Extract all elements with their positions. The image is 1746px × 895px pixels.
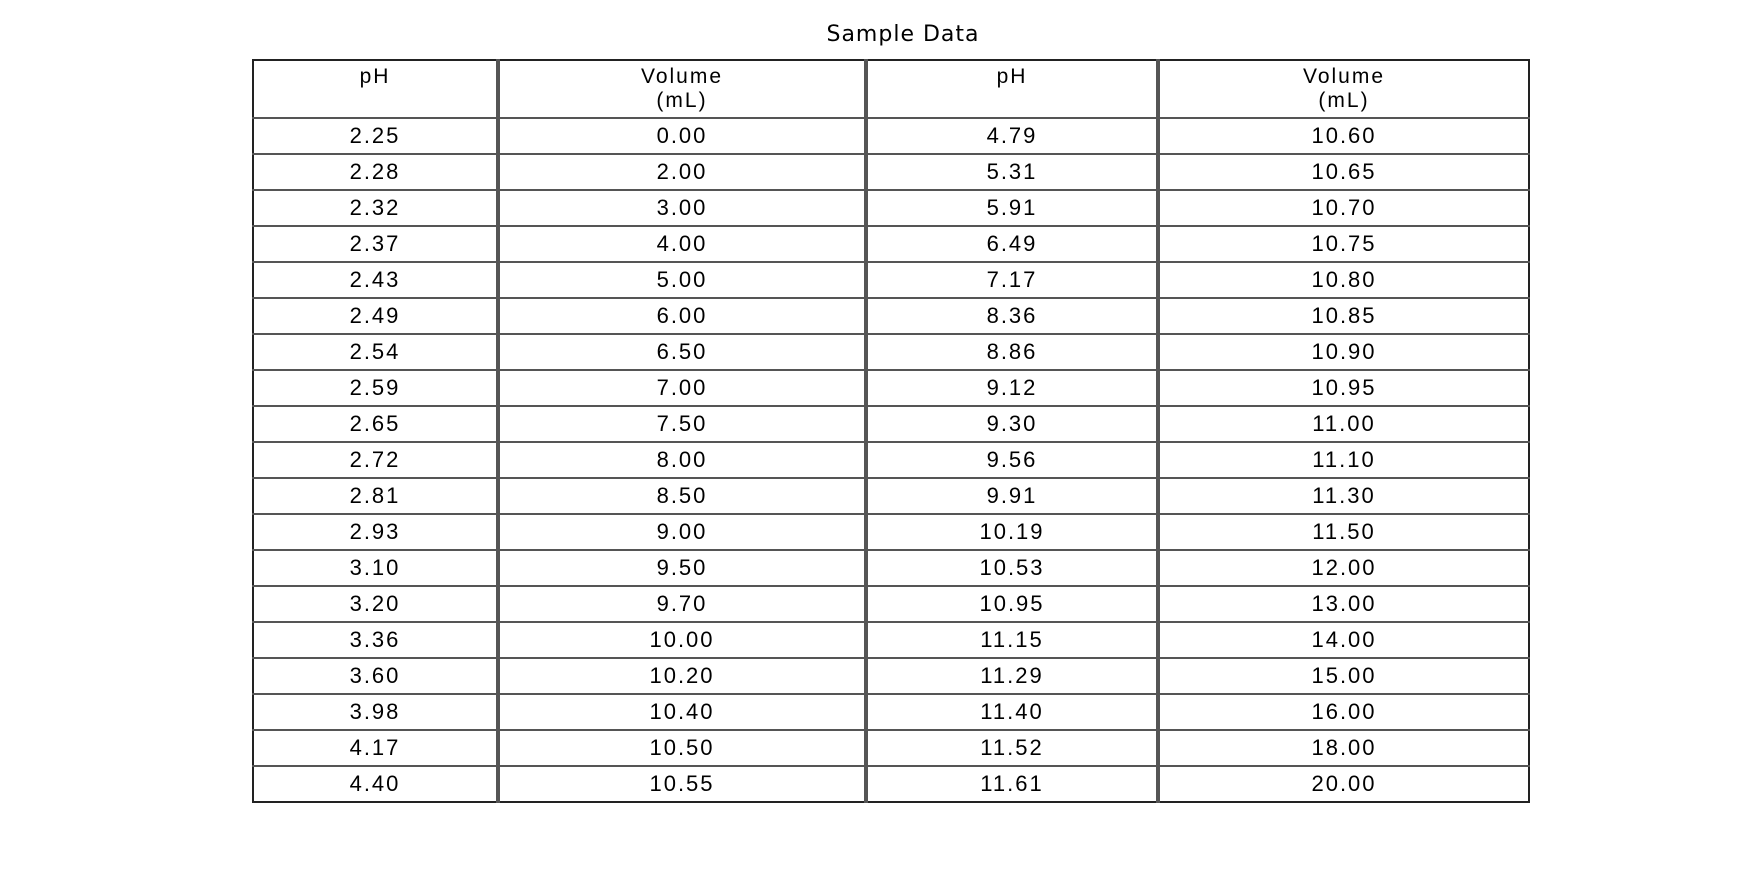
table-cell: 2.00: [498, 154, 866, 190]
table-cell: 9.30: [866, 406, 1158, 442]
table-cell: 10.95: [1158, 370, 1529, 406]
table-cell: 18.00: [1158, 730, 1529, 766]
table-cell: 11.00: [1158, 406, 1529, 442]
table-cell: 9.12: [866, 370, 1158, 406]
table-cell: 2.93: [253, 514, 498, 550]
table-cell: 16.00: [1158, 694, 1529, 730]
table-row: [253, 586, 1529, 622]
table-cell: 10.40: [498, 694, 866, 730]
table-cell: 10.00: [498, 622, 866, 658]
table-cell: 2.43: [253, 262, 498, 298]
table-cell: 5.91: [866, 190, 1158, 226]
table-cell: 10.70: [1158, 190, 1529, 226]
table-cell: 10.55: [498, 766, 866, 802]
table-cell: 2.72: [253, 442, 498, 478]
table-row: [253, 406, 1529, 442]
table-cell: 3.36: [253, 622, 498, 658]
table-cell: 8.50: [498, 478, 866, 514]
table-cell: 4.00: [498, 226, 866, 262]
table-cell: 9.91: [866, 478, 1158, 514]
table-cell: 11.30: [1158, 478, 1529, 514]
table-cell: 10.65: [1158, 154, 1529, 190]
table-cell: 10.50: [498, 730, 866, 766]
table-cell: 10.20: [498, 658, 866, 694]
table-cell: 2.25: [253, 118, 498, 154]
table-body: [253, 118, 1529, 802]
table-cell: 10.95: [866, 586, 1158, 622]
table-cell: 9.70: [498, 586, 866, 622]
table-cell: 2.81: [253, 478, 498, 514]
column-header-volume-2: Volume (mL): [1158, 60, 1529, 118]
header-row: [253, 60, 1529, 118]
table-cell: 13.00: [1158, 586, 1529, 622]
table-cell: 10.60: [1158, 118, 1529, 154]
table-cell: 3.00: [498, 190, 866, 226]
table-cell: 11.29: [866, 658, 1158, 694]
table-cell: 6.00: [498, 298, 866, 334]
sample-data-table: [252, 59, 1530, 803]
table-cell: 10.53: [866, 550, 1158, 586]
table-row: [253, 766, 1529, 802]
table-row: [253, 190, 1529, 226]
table-cell: 11.52: [866, 730, 1158, 766]
table-cell: 15.00: [1158, 658, 1529, 694]
table-cell: 20.00: [1158, 766, 1529, 802]
table-cell: 2.37: [253, 226, 498, 262]
table-cell: 3.98: [253, 694, 498, 730]
table-cell: 2.28: [253, 154, 498, 190]
table-cell: 8.36: [866, 298, 1158, 334]
table-row: [253, 658, 1529, 694]
table-cell: 10.85: [1158, 298, 1529, 334]
table-cell: 3.60: [253, 658, 498, 694]
table-cell: 10.75: [1158, 226, 1529, 262]
table-row: [253, 262, 1529, 298]
table-cell: 11.61: [866, 766, 1158, 802]
table-cell: 8.00: [498, 442, 866, 478]
table-row: [253, 154, 1529, 190]
table-cell: 11.40: [866, 694, 1158, 730]
table-cell: 8.86: [866, 334, 1158, 370]
page-title: Sample Data: [826, 22, 980, 47]
table-cell: 7.50: [498, 406, 866, 442]
column-header-ph-1: pH: [253, 60, 498, 118]
table-cell: 2.49: [253, 298, 498, 334]
table-row: [253, 298, 1529, 334]
table-row: [253, 622, 1529, 658]
table-cell: 10.19: [866, 514, 1158, 550]
table-cell: 2.54: [253, 334, 498, 370]
table-cell: 11.10: [1158, 442, 1529, 478]
table-cell: 9.56: [866, 442, 1158, 478]
column-header-ph-2: pH: [866, 60, 1158, 118]
table-row: [253, 118, 1529, 154]
table-row: [253, 730, 1529, 766]
table-row: [253, 550, 1529, 586]
column-header-volume-1: Volume (mL): [498, 60, 866, 118]
table-cell: 9.00: [498, 514, 866, 550]
table-cell: 10.90: [1158, 334, 1529, 370]
table-row: [253, 694, 1529, 730]
table-cell: 2.59: [253, 370, 498, 406]
table-cell: 3.20: [253, 586, 498, 622]
table-cell: 4.17: [253, 730, 498, 766]
table-cell: 2.65: [253, 406, 498, 442]
table-row: [253, 478, 1529, 514]
table-cell: 3.10: [253, 550, 498, 586]
table-cell: 0.00: [498, 118, 866, 154]
table-cell: 10.80: [1158, 262, 1529, 298]
table-cell: 4.40: [253, 766, 498, 802]
table-cell: 9.50: [498, 550, 866, 586]
table-cell: 11.50: [1158, 514, 1529, 550]
table-row: [253, 442, 1529, 478]
table-row: [253, 514, 1529, 550]
table-cell: 12.00: [1158, 550, 1529, 586]
table-cell: 4.79: [866, 118, 1158, 154]
table-cell: 14.00: [1158, 622, 1529, 658]
table-cell: 5.31: [866, 154, 1158, 190]
table-row: [253, 370, 1529, 406]
table-cell: 11.15: [866, 622, 1158, 658]
table-cell: 6.49: [866, 226, 1158, 262]
table-row: [253, 334, 1529, 370]
table-row: [253, 226, 1529, 262]
table-cell: 6.50: [498, 334, 866, 370]
table-cell: 7.17: [866, 262, 1158, 298]
table-cell: 2.32: [253, 190, 498, 226]
table-cell: 7.00: [498, 370, 866, 406]
table-cell: 5.00: [498, 262, 866, 298]
